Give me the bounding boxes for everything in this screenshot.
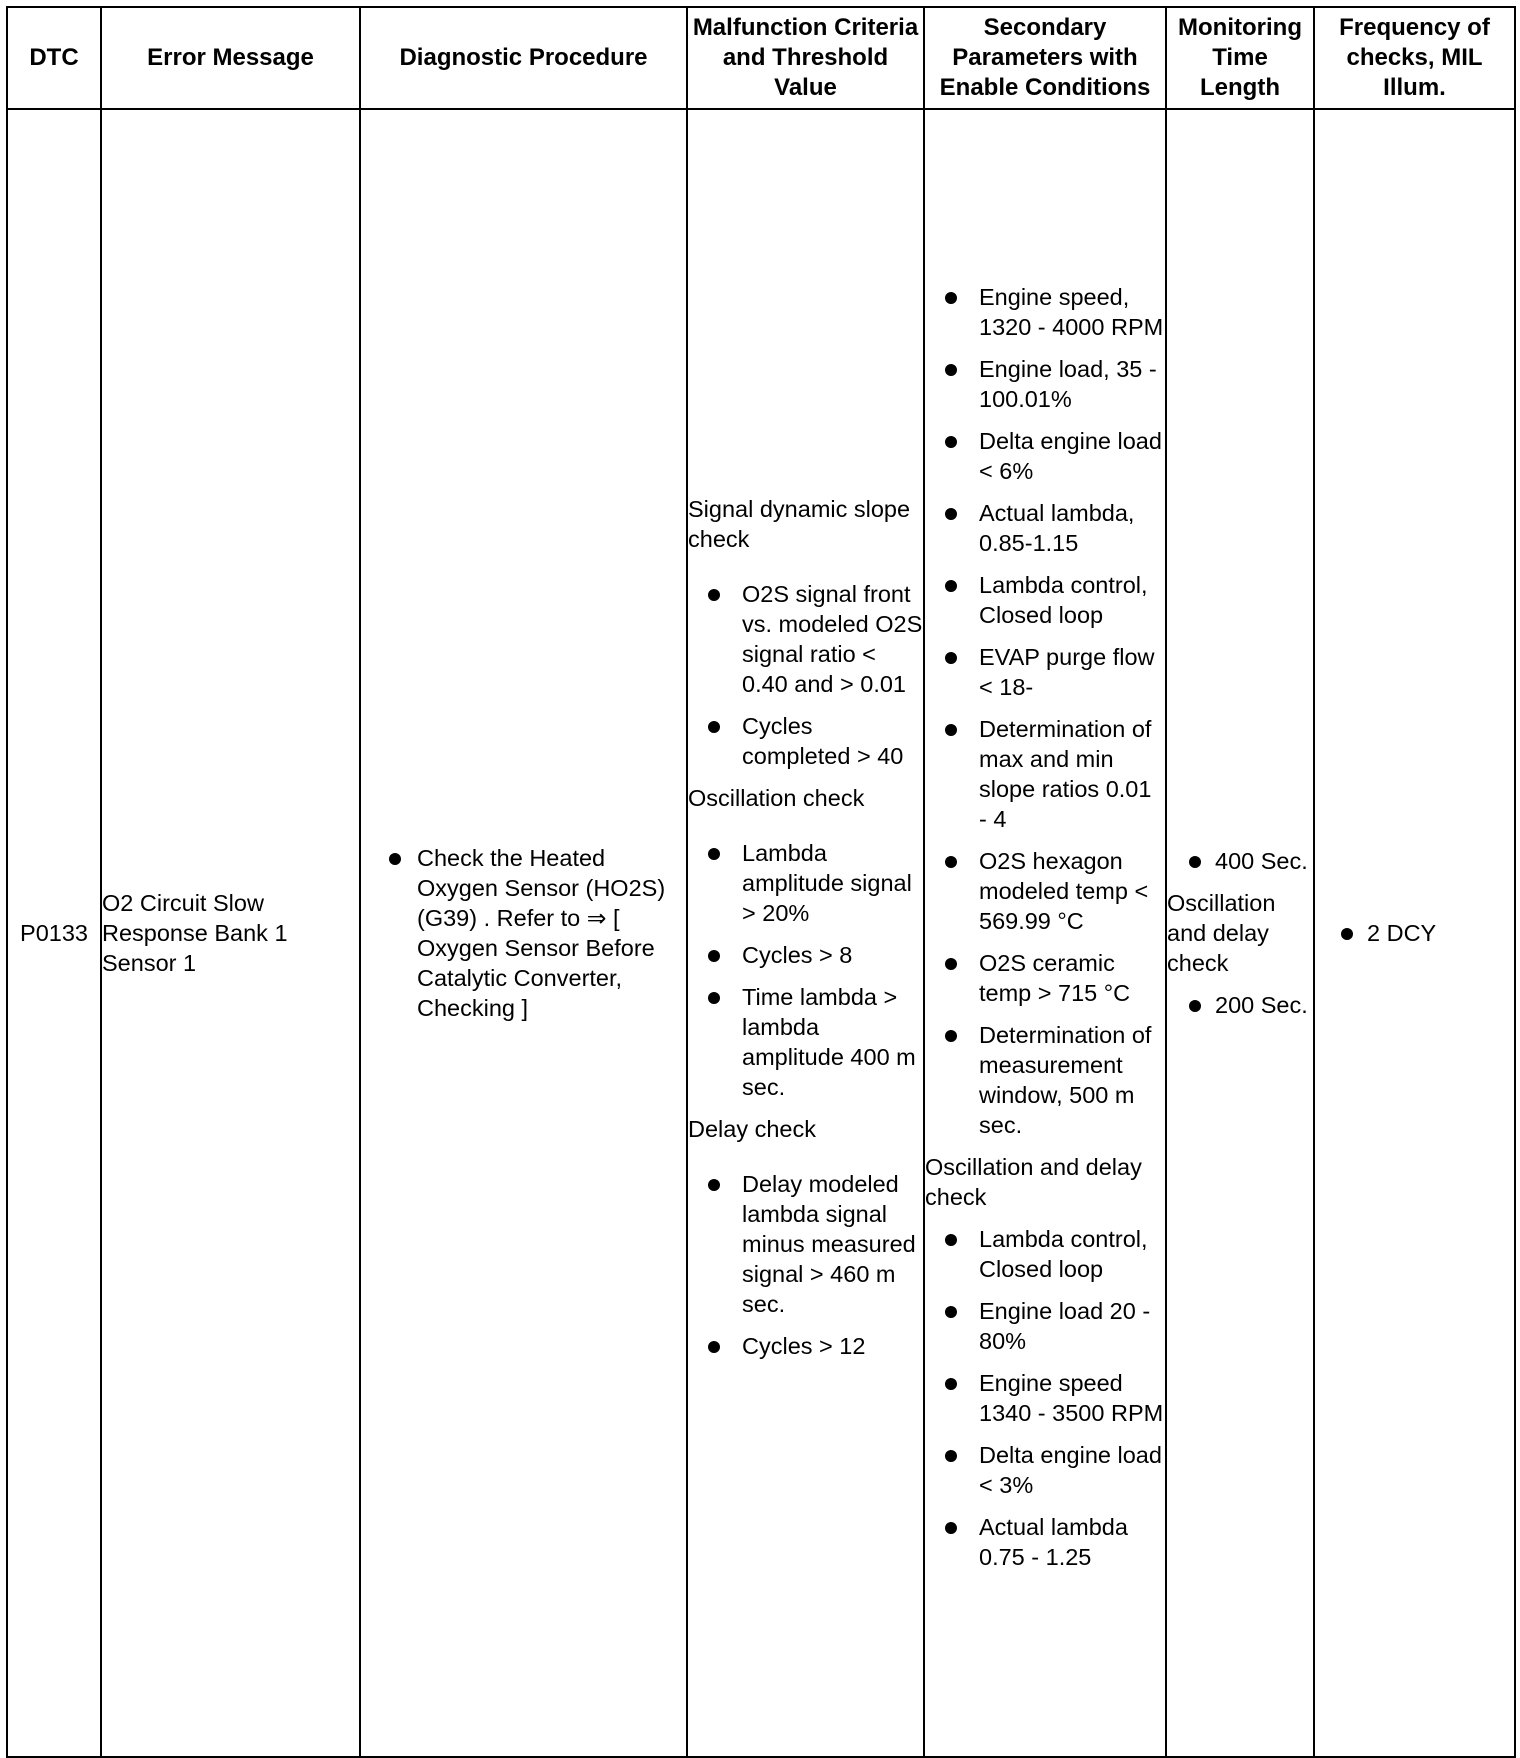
secondary-parameters-list xyxy=(925,282,1165,1140)
list-item: Determination of measurement window, 500 m sec. xyxy=(925,1020,1165,1140)
monitoring-first-list xyxy=(1167,846,1313,876)
list-item: Time lambda > lambda amplitude 400 m sec. xyxy=(688,982,923,1102)
list-item: Actual lambda, 0.85-1.15 xyxy=(925,498,1165,558)
diagnostic-procedure-list xyxy=(361,843,686,1023)
dtc-code: P0133 xyxy=(7,109,101,1757)
header-row xyxy=(7,7,1515,109)
list-item: O2S hexagon modeled temp < 569.99 °C xyxy=(925,846,1165,936)
list-item: Delta engine load < 6% xyxy=(925,426,1165,486)
diagnostic-procedure-text: Check the Heated Oxygen Sensor (HO2S) (G39) . Refer to ⇒ [ Oxygen Sensor Before Catalytic Converter, Checking ] xyxy=(417,845,666,1021)
dtc-table xyxy=(6,6,1516,1758)
list-item: Actual lambda 0.75 - 1.25 xyxy=(925,1512,1165,1572)
table-row xyxy=(7,109,1515,1757)
list-item: O2S ceramic temp > 715 °C xyxy=(925,948,1165,1008)
list-item: Engine speed, 1320 - 4000 RPM xyxy=(925,282,1165,342)
list-item: 200 Sec. xyxy=(1167,990,1313,1020)
header-secondary-parameters: Secondary Parameters with Enable Conditions xyxy=(924,7,1166,109)
header-malfunction-criteria: Malfunction Criteria and Threshold Value xyxy=(687,7,924,109)
diagnostic-document xyxy=(6,6,1514,1758)
list-item: 2 DCY xyxy=(1315,918,1514,948)
secondary-parameters-cell xyxy=(924,109,1166,1757)
oscillation-check-list xyxy=(688,838,923,1102)
header-dtc: DTC xyxy=(7,7,101,109)
list-item: Cycles > 12 xyxy=(688,1331,923,1361)
list-item: Engine load, 35 - 100.01% xyxy=(925,354,1165,414)
header-frequency: Frequency of checks, MIL Illum. xyxy=(1314,7,1515,109)
list-item: Delta engine load < 3% xyxy=(925,1440,1165,1500)
list-item: Cycles > 8 xyxy=(688,940,923,970)
header-error-message: Error Message xyxy=(101,7,360,109)
frequency-cell xyxy=(1314,109,1515,1757)
delay-check-list xyxy=(688,1169,923,1361)
oscillation-delay-heading: Oscillation and delay check xyxy=(925,1154,1142,1210)
oscillation-delay-list xyxy=(925,1224,1165,1572)
delay-check-heading: Delay check xyxy=(688,1115,816,1142)
list-item: Determination of max and min slope ratios 0.01 - 4 xyxy=(925,714,1165,834)
list-item: Delay modeled lambda signal minus measured signal > 460 m sec. xyxy=(688,1169,923,1319)
error-message: O2 Circuit Slow Response Bank 1 Sensor 1 xyxy=(101,109,360,1757)
monitoring-time-cell xyxy=(1166,109,1314,1757)
oscillation-check-heading: Oscillation check xyxy=(688,784,865,811)
monitoring-second-list xyxy=(1167,990,1313,1020)
header-diagnostic-procedure: Diagnostic Procedure xyxy=(360,7,687,109)
list-item: O2S signal front vs. modeled O2S signal ratio < 0.40 and > 0.01 xyxy=(688,579,923,699)
monitoring-heading: Oscillation and delay check xyxy=(1167,890,1276,976)
list-item: Lambda control, Closed loop xyxy=(925,570,1165,630)
signal-dynamic-heading: Signal dynamic slope check xyxy=(688,495,911,552)
list-item: Engine speed 1340 - 3500 RPM xyxy=(925,1368,1165,1428)
diagnostic-procedure-item xyxy=(361,843,686,1023)
list-item: EVAP purge flow < 18- xyxy=(925,642,1165,702)
list-item: Cycles completed > 40 xyxy=(688,711,923,771)
list-item: Lambda amplitude signal > 20% xyxy=(688,838,923,928)
signal-dynamic-list xyxy=(688,579,923,771)
malfunction-criteria-cell xyxy=(687,109,924,1757)
list-item: Lambda control, Closed loop xyxy=(925,1224,1165,1284)
diagnostic-procedure-cell xyxy=(360,109,687,1757)
header-monitoring-time: Monitoring Time Length xyxy=(1166,7,1314,109)
list-item: Engine load 20 - 80% xyxy=(925,1296,1165,1356)
list-item: 400 Sec. xyxy=(1167,846,1313,876)
frequency-list xyxy=(1315,918,1514,948)
